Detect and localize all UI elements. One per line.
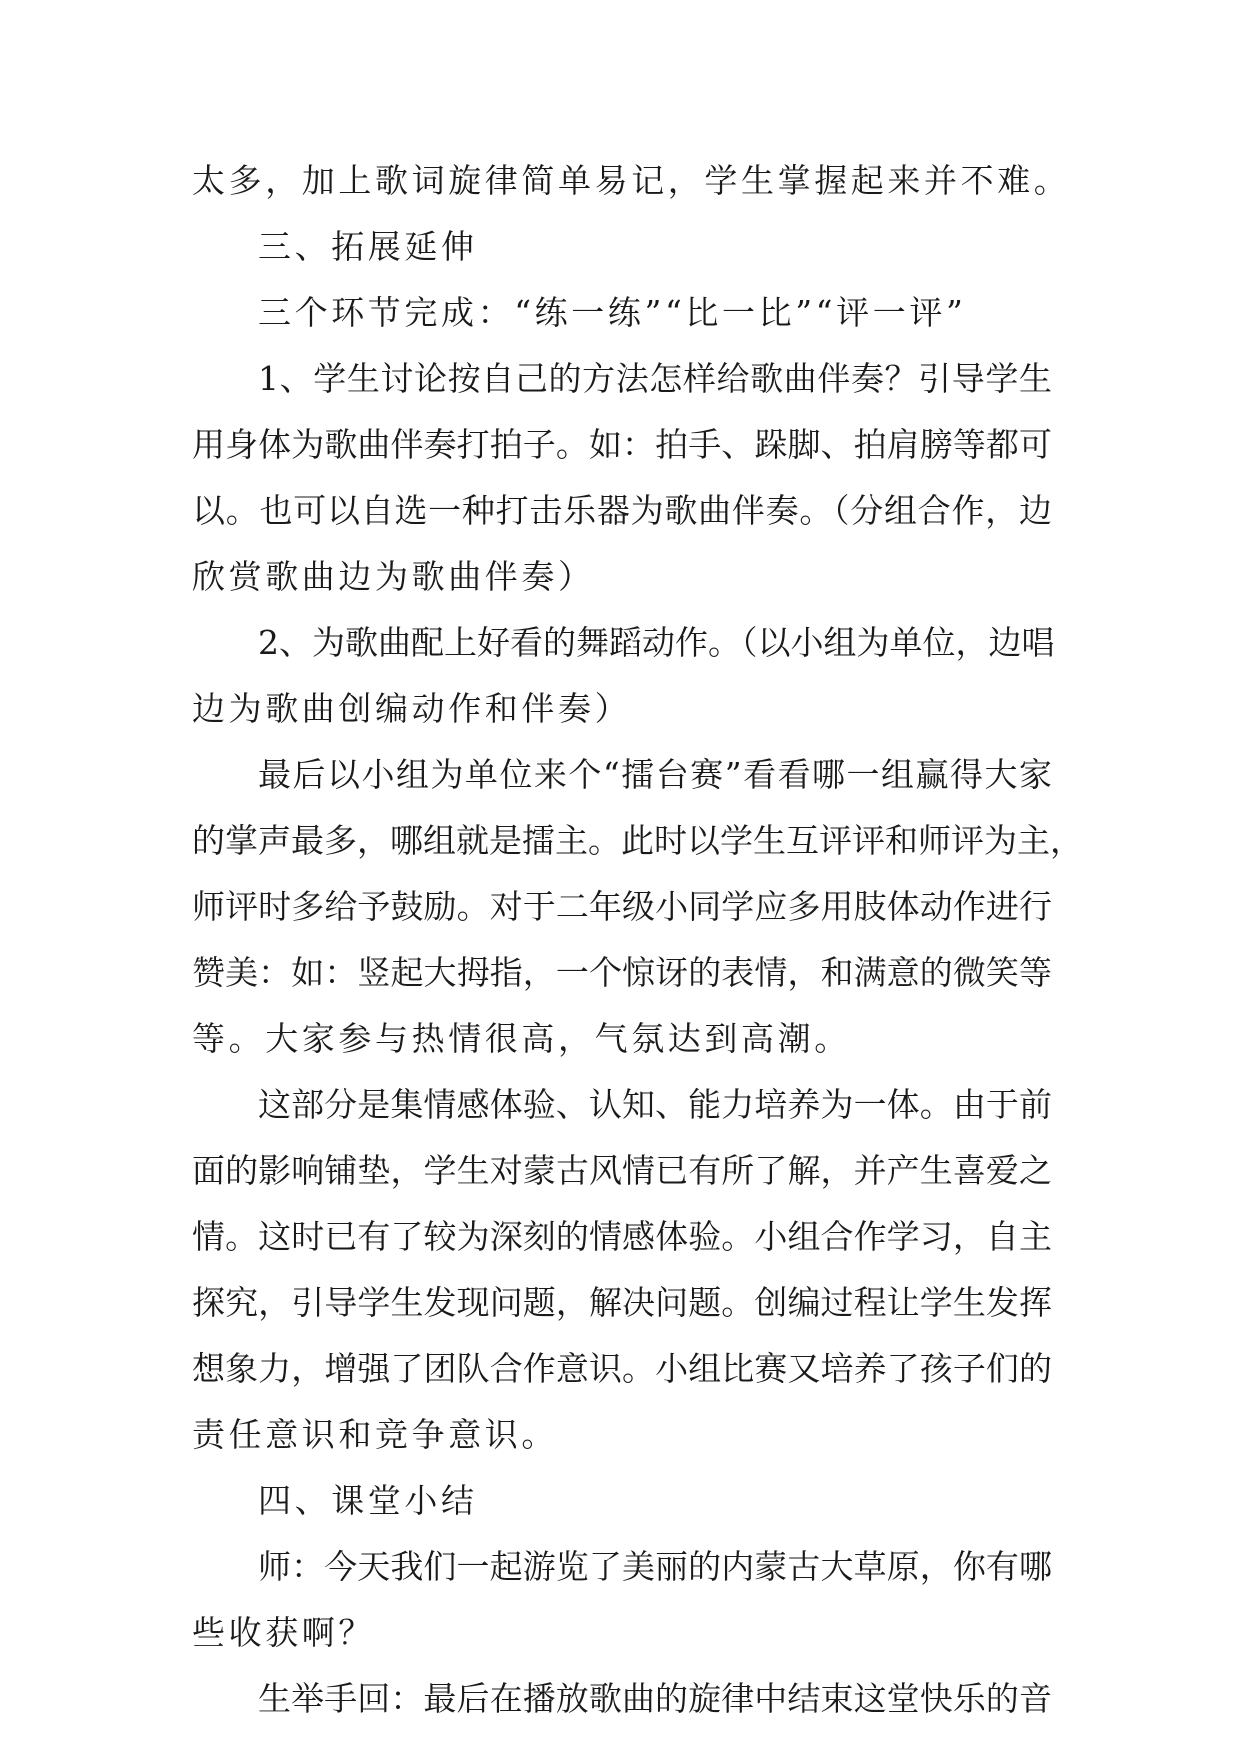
text-line-11: 的掌声最多，哪组就是擂主。此时以学生互评评和师评为主， bbox=[192, 821, 1083, 860]
text-line-24: 生举手回：最后在播放歌曲的旋律中结束这堂快乐的音 bbox=[258, 1679, 1052, 1718]
text-line-13: 赞美：如：竖起大拇指，一个惊讶的表情，和满意的微笑等 bbox=[192, 953, 1052, 992]
text-line-20: 责任意识和竞争意识。 bbox=[192, 1415, 558, 1454]
text-line-22: 师：今天我们一起游览了美丽的内蒙古大草原，你有哪 bbox=[258, 1547, 1052, 1586]
text-line-5: 用身体为歌曲伴奏打拍子。如：拍手、跺脚、拍肩膀等都可 bbox=[192, 425, 1052, 464]
section-heading-3: 三、拓展延伸 bbox=[258, 227, 478, 266]
text-line-17: 情。这时已有了较为深刻的情感体验。小组合作学习，自主 bbox=[192, 1217, 1052, 1256]
text-line-6: 以。也可以自选一种打击乐器为歌曲伴奏。（分组合作，边 bbox=[192, 491, 1052, 530]
text-line-15: 这部分是集情感体验、认知、能力培养为一体。由于前 bbox=[258, 1085, 1052, 1124]
text-line-8: 2、为歌曲配上好看的舞蹈动作。（以小组为单位，边唱 bbox=[258, 623, 1055, 662]
text-line-16: 面的影响铺垫，学生对蒙古风情已有所了解，并产生喜爱之 bbox=[192, 1151, 1052, 1190]
text-line-1: 太多，加上歌词旋律简单易记，学生掌握起来并不难。 bbox=[192, 161, 1071, 200]
text-line-3: 三个环节完成：“练一练”“比一比”“评一评” bbox=[258, 293, 967, 332]
text-line-7: 欣赏歌曲边为歌曲伴奏） bbox=[192, 557, 595, 596]
text-line-18: 探究，引导学生发现问题，解决问题。创编过程让学生发挥 bbox=[192, 1283, 1052, 1322]
text-line-14: 等。大家参与热情很高，气氛达到高潮。 bbox=[192, 1019, 851, 1058]
text-line-19: 想象力，增强了团队合作意识。小组比赛又培养了孩子们的 bbox=[192, 1349, 1052, 1388]
text-line-23: 些收获啊？ bbox=[192, 1613, 375, 1652]
text-line-12: 师评时多给予鼓励。对于二年级小同学应多用肢体动作进行 bbox=[192, 887, 1052, 926]
text-line-9: 边为歌曲创编动作和伴奏） bbox=[192, 689, 632, 728]
section-heading-4: 四、课堂小结 bbox=[258, 1481, 478, 1520]
text-line-4: 1、学生讨论按自己的方法怎样给歌曲伴奏？引导学生 bbox=[258, 359, 1052, 398]
text-line-10: 最后以小组为单位来个“擂台赛”看看哪一组赢得大家 bbox=[258, 755, 1052, 794]
